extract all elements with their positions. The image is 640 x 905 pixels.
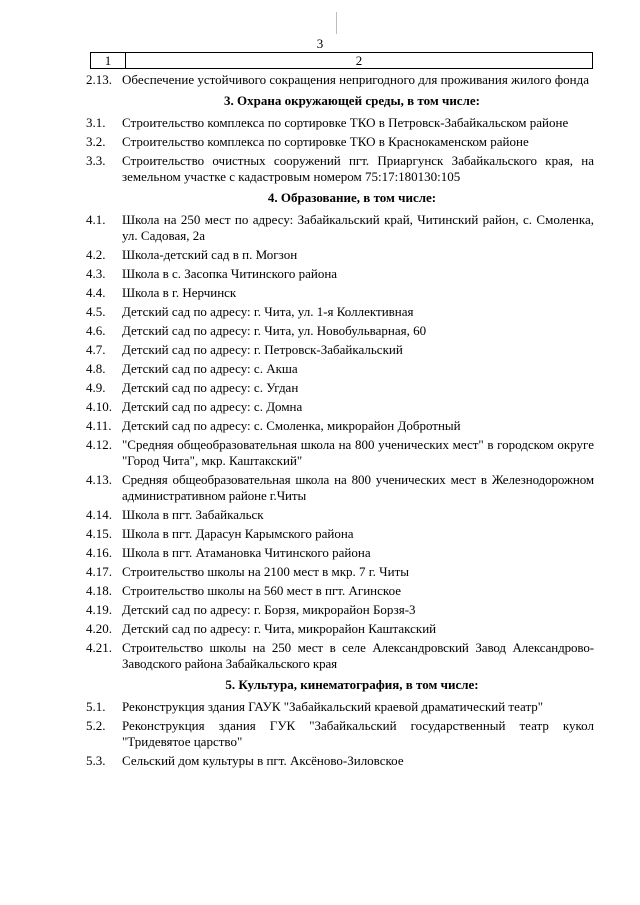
list-item [86, 134, 594, 150]
scan-mark [336, 12, 337, 34]
list-item [86, 115, 594, 131]
list-item [86, 72, 594, 88]
list-item [86, 545, 594, 561]
item-text: "Средняя общеобразовательная школа на 800 ученических мест" в городском округе "Город Чита", мкр. Каштакский" [122, 437, 594, 468]
item-text: Школа в г. Нерчинск [122, 285, 237, 300]
item-number: 4.4. [86, 285, 106, 300]
list-item [86, 266, 594, 282]
item-text: Строительство очистных сооружений пгт. Приаргунск Забайкальского края, на земельном участке с кадастровым номером 75:17:180130:105 [122, 153, 594, 184]
list-item [86, 285, 594, 301]
item-number: 4.8. [86, 361, 106, 376]
item-number: 4.12. [86, 437, 112, 452]
list-item [86, 472, 594, 504]
item-number: 4.11. [86, 418, 112, 433]
item-number: 3.1. [86, 115, 106, 130]
list-item [86, 718, 594, 750]
list-item [86, 640, 594, 672]
list-item [86, 437, 594, 469]
item-text: Детский сад по адресу: с. Домна [122, 399, 303, 414]
item-number: 4.15. [86, 526, 112, 541]
item-text: Школа на 250 мест по адресу: Забайкальский край, Читинский район, с. Смоленка, ул. Садовая, 2а [122, 212, 594, 243]
item-number: 4.2. [86, 247, 106, 262]
column-header-2: 2 [126, 53, 593, 69]
item-number: 4.5. [86, 304, 106, 319]
item-text: Реконструкция здания ГУК "Забайкальский государственный театр кукол "Тридевятое царство" [122, 718, 594, 749]
item-number: 4.7. [86, 342, 106, 357]
item-text: Детский сад по адресу: с. Акша [122, 361, 298, 376]
item-text: Детский сад по адресу: г. Борзя, микрорайон Борзя-3 [122, 602, 416, 617]
item-text: Школа в пгт. Забайкальск [122, 507, 264, 522]
list-item [86, 602, 594, 618]
item-number: 4.3. [86, 266, 106, 281]
item-text: Обеспечение устойчивого сокращения непригодного для проживания жилого фонда [122, 72, 589, 87]
section-title-environment: 3. Охрана окружающей среды, в том числе: [224, 93, 480, 108]
item-text: Детский сад по адресу: с. Смоленка, микрорайон Добротный [122, 418, 461, 433]
list-item [86, 418, 594, 434]
item-text: Детский сад по адресу: г. Чита, ул. Новобульварная, 60 [122, 323, 427, 338]
list-item [86, 699, 594, 715]
list-item [86, 753, 594, 769]
section-title-culture: 5. Культура, кинематография, в том числе: [225, 677, 479, 692]
item-number: 5.2. [86, 718, 106, 733]
item-text: Детский сад по адресу: г. Чита, ул. 1-я Коллективная [122, 304, 414, 319]
table-header-row [91, 53, 593, 69]
list-item [86, 399, 594, 415]
item-number: 4.1. [86, 212, 106, 227]
item-text: Средняя общеобразовательная школа на 800 ученических мест в Железнодорожном административном районе г.Читы [122, 472, 594, 503]
item-number: 4.14. [86, 507, 112, 522]
item-text: Строительство комплекса по сортировке ТКО в Петровск-Забайкальском районе [122, 115, 569, 130]
item-text: Школа-детский сад в п. Могзон [122, 247, 298, 262]
list-item [86, 212, 594, 244]
item-text: Сельский дом культуры в пгт. Аксёново-Зиловское [122, 753, 404, 768]
item-number: 4.19. [86, 602, 112, 617]
item-number: 4.16. [86, 545, 112, 560]
list-item [86, 342, 594, 358]
item-number: 5.3. [86, 753, 106, 768]
item-number: 3.3. [86, 153, 106, 168]
item-number: 4.18. [86, 583, 112, 598]
item-number: 4.6. [86, 323, 106, 338]
column-header-table [90, 52, 593, 69]
list-item [86, 323, 594, 339]
item-text: Школа в пгт. Атамановка Читинского района [122, 545, 371, 560]
list-item [86, 380, 594, 396]
list-item [86, 583, 594, 599]
item-text: Школа в пгт. Дарасун Карымского района [122, 526, 354, 541]
list-item [86, 247, 594, 263]
item-number: 4.21. [86, 640, 112, 655]
item-text: Реконструкция здания ГАУК "Забайкальский краевой драматический театр" [122, 699, 544, 714]
page-number: 3 [316, 36, 324, 51]
item-number: 3.2. [86, 134, 106, 149]
item-number: 2.13. [86, 72, 112, 87]
item-number: 4.13. [86, 472, 112, 487]
list-item [86, 304, 594, 320]
item-text: Детский сад по адресу: с. Угдан [122, 380, 299, 395]
list-item [86, 526, 594, 542]
item-text: Строительство комплекса по сортировке ТКО в Краснокаменском районе [122, 134, 529, 149]
item-number: 4.17. [86, 564, 112, 579]
item-text: Строительство школы на 2100 мест в мкр. 7 г. Читы [122, 564, 409, 579]
item-text: Строительство школы на 250 мест в селе Александровский Завод Александрово-Заводского района Забайкальского края [122, 640, 594, 671]
item-number: 4.9. [86, 380, 106, 395]
list-item [86, 621, 594, 637]
section-title-education: 4. Образование, в том числе: [267, 190, 437, 205]
list-item [86, 153, 594, 185]
document-body [86, 72, 594, 769]
item-text: Детский сад по адресу: г. Петровск-Забайкальский [122, 342, 403, 357]
item-text: Школа в с. Засопка Читинского района [122, 266, 338, 281]
item-number: 5.1. [86, 699, 106, 714]
item-text: Детский сад по адресу: г. Чита, микрорайон Каштакский [122, 621, 437, 636]
item-text: Строительство школы на 560 мест в пгт. Агинское [122, 583, 401, 598]
list-item [86, 361, 594, 377]
item-number: 4.10. [86, 399, 112, 414]
item-number: 4.20. [86, 621, 112, 636]
list-item [86, 564, 594, 580]
column-header-1: 1 [91, 53, 126, 69]
list-item [86, 507, 594, 523]
